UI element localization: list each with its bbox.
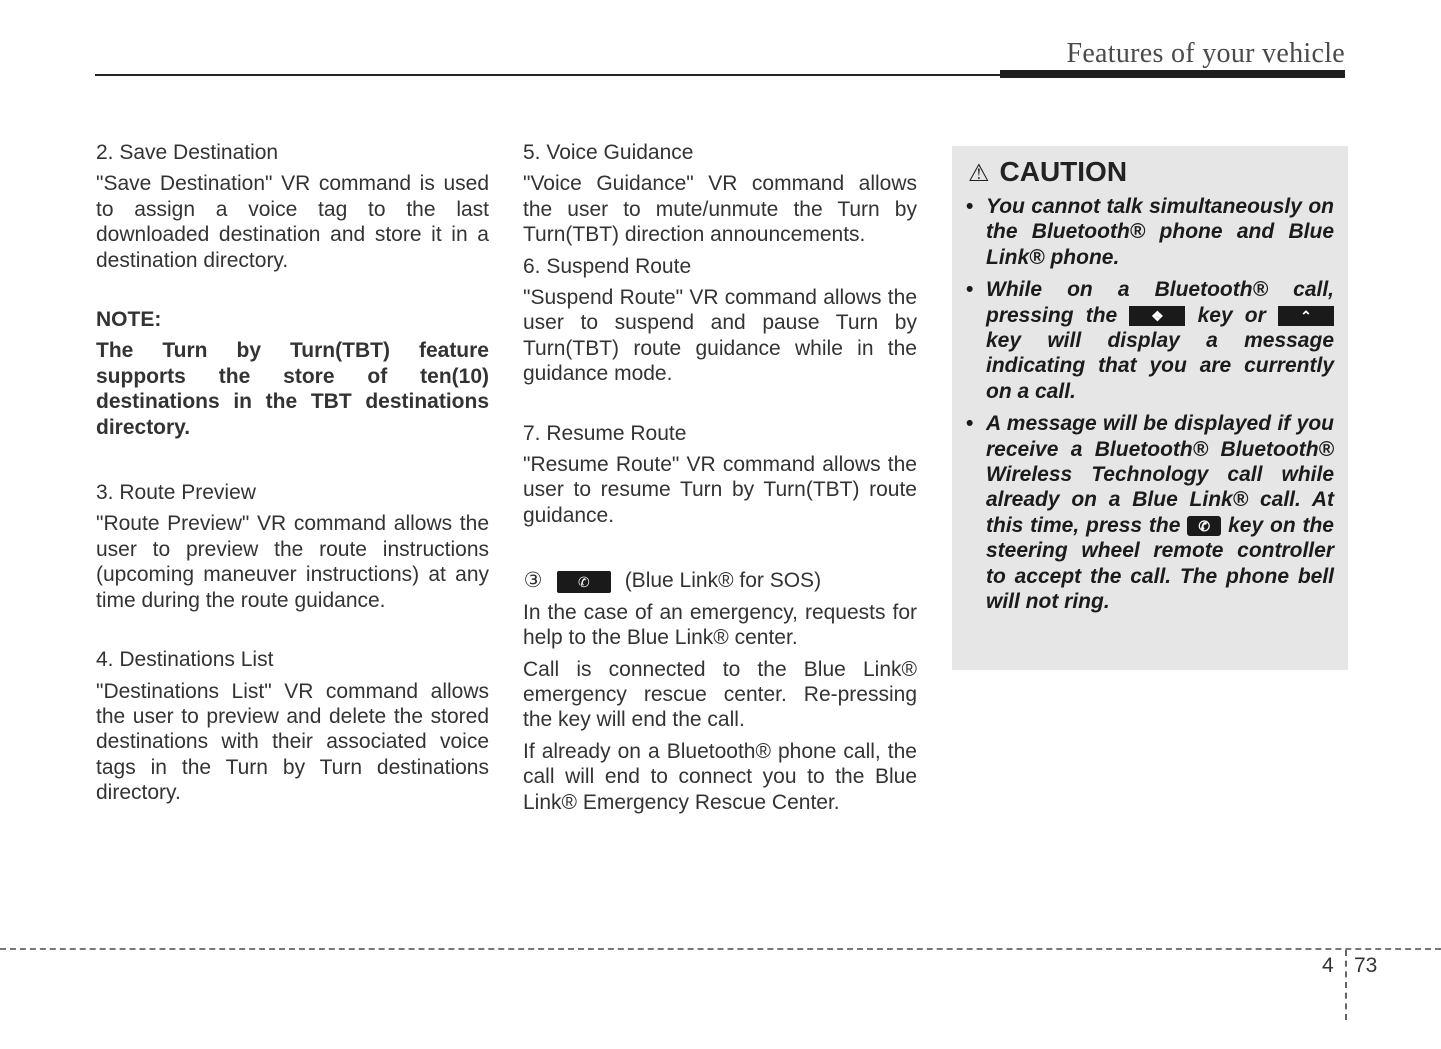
route-preview-heading: 3. Route Preview (96, 481, 256, 505)
caution-title: ⚠ CAUTION (968, 156, 1128, 187)
sos-phone-key-icon: ✆ (557, 571, 611, 593)
caution-list (966, 194, 1334, 622)
caution-box (952, 146, 1348, 670)
middle-column (523, 140, 917, 815)
caution-item: • You cannot talk simultaneously on the Bluetooth® phone and Blue Link® phone. (966, 195, 1334, 269)
footer-divider (0, 948, 1441, 950)
sos-text-3: If already on a Bluetooth® phone call, the call will end to connect you to the Blue Link® Emergency Rescue Center. (523, 739, 917, 814)
note-text: The Turn by Turn(TBT) feature supports the store of ten(10) destinations in the TBT destinations directory. (96, 339, 489, 439)
resume-route-heading: 7. Resume Route (523, 421, 687, 445)
note-label: NOTE: (96, 308, 162, 332)
save-destination-text: "Save Destination" VR command is used to assign a voice tag to the last downloaded destination and store it in a destination directory. (96, 172, 489, 272)
page-number: 73 (1354, 954, 1378, 977)
section-title: Features of your vehicle (1066, 38, 1345, 69)
header-rule-accent (1000, 70, 1345, 78)
destinations-list-heading: 4. Destinations List (96, 648, 274, 672)
caution-item: • While on a Bluetooth® call, pressing the ❖ key or ⌃ key will display a message indicating that you are currently on a call. (966, 278, 1334, 403)
sos-text-1: In the case of an emergency, requests for help to the Blue Link® center. (523, 600, 917, 650)
sos-text-2: Call is connected to the Blue Link® emergency rescue center. Re-pressing the key will end the call. (523, 657, 917, 732)
voice-guidance-text: "Voice Guidance" VR command allows the user to mute/unmute the Turn by Turn(TBT) direction announcements. (523, 172, 917, 247)
chapter-number: 4 (1322, 954, 1334, 977)
suspend-route-text: "Suspend Route" VR command allows the user to suspend and pause Turn by Turn(TBT) route guidance while in the guidance mode. (523, 286, 917, 386)
destinations-list-text: "Destinations List" VR command allows the user to preview and delete the stored destinations with their associated voice tags in the Turn by Turn destinations directory. (96, 679, 489, 805)
left-column (96, 140, 489, 806)
sos-label: (Blue Link® for SOS) (624, 569, 822, 593)
resume-route-text: "Resume Route" VR command allows the user to resume Turn by Turn(TBT) route guidance. (523, 453, 917, 527)
suspend-route-heading: 6. Suspend Route (523, 254, 692, 278)
home-key-icon: ⌃ (1278, 306, 1334, 326)
caution-item: • A message will be displayed if you receive a Bluetooth® Bluetooth® Wireless Technology call while already on a Blue Link® call. At this time, press the ✆ key on the steering wheel remote controller to accept the call. The phone bell will not ring. (966, 412, 1334, 614)
route-preview-text: "Route Preview" VR command allows the user to preview the route instructions (upcoming maneuver instructions) at any time during the route guidance. (96, 512, 489, 612)
phone-call-key-icon: ✆ (1187, 516, 1221, 536)
save-destination-heading: 2. Save Destination (96, 141, 279, 164)
page-number-divider (1345, 950, 1347, 1020)
item-number: ③ (523, 569, 543, 593)
voice-guidance-heading: 5. Voice Guidance (523, 141, 694, 164)
bluetooth-key-icon: ❖ (1129, 306, 1185, 326)
sos-heading (523, 568, 917, 593)
warning-triangle-icon: ⚠ (968, 160, 990, 187)
